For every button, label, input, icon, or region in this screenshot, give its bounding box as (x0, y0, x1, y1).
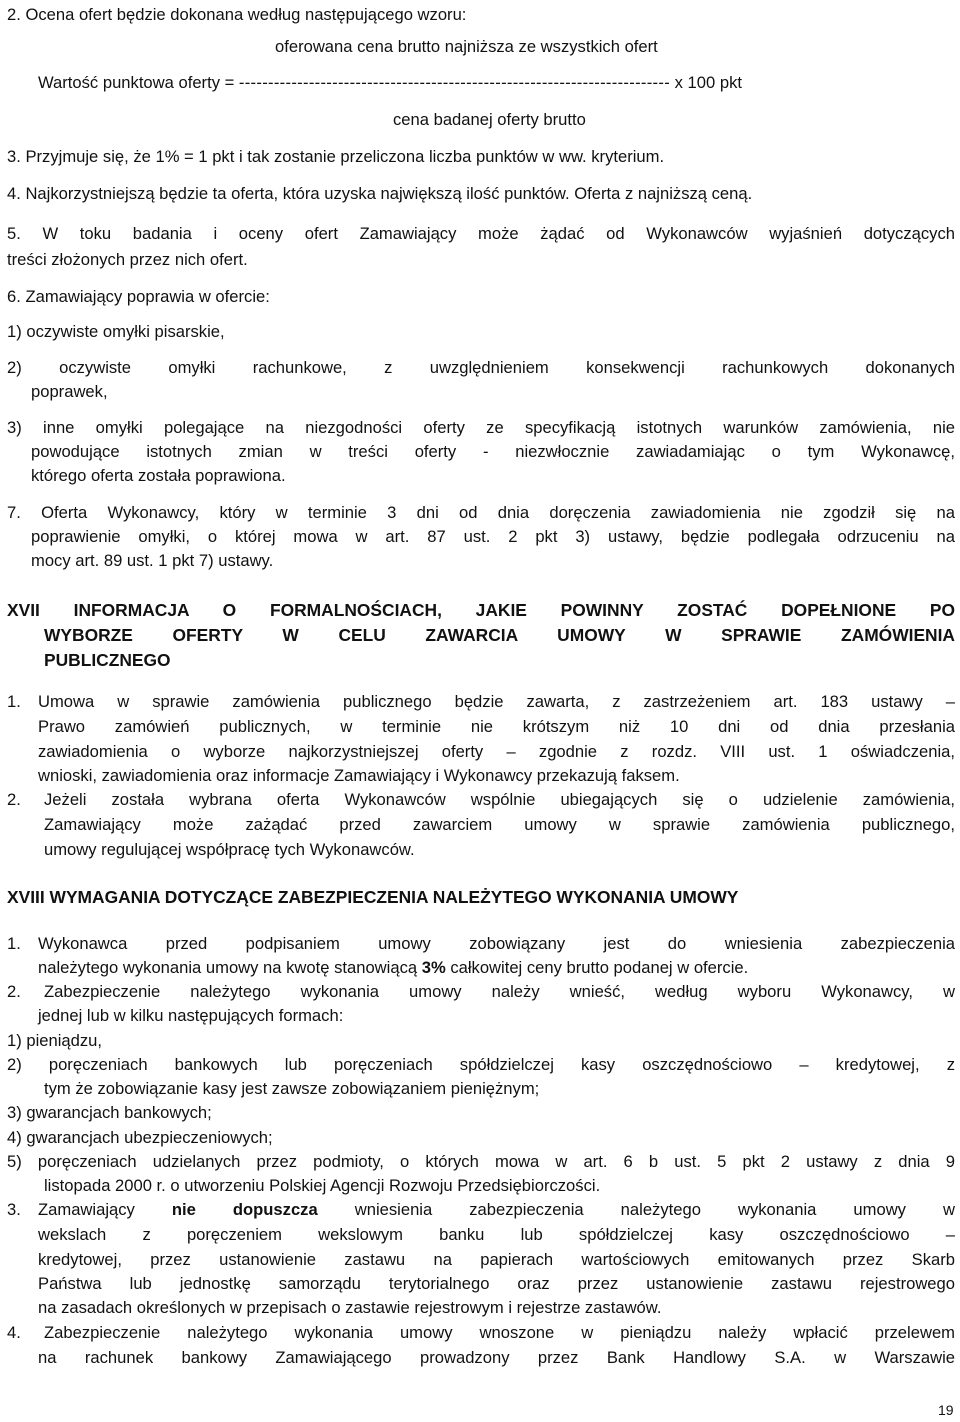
form-3: 3) gwarancjach bankowych; (7, 1103, 212, 1122)
item-6: 6. Zamawiający poprawia w ofercie: (7, 287, 270, 306)
form-5-line1: 5) poręczeniach udzielanych przez podmioty, o których mowa w art. 6 b ust. 5 pkt 2 ustawy z dnia 9 (7, 1152, 955, 1171)
item-3: 3. Przyjmuje się, że 1% = 1 pkt i tak zostanie przeliczona liczba punktów w ww. kryterium. (7, 147, 665, 166)
formula-rhs: x 100 pkt (670, 73, 742, 92)
section-18-heading: XVIII WYMAGANIA DOTYCZĄCE ZABEZPIECZENIA NALEŻYTEGO WYKONANIA UMOWY (7, 887, 739, 907)
section-17-item-1-line1: Umowa w sprawie zamówienia publicznego będzie zawarta, z zastrzeżeniem art. 183 ustawy – (38, 692, 955, 711)
formula-numerator: oferowana cena brutto najniższa ze wszystkich ofert (275, 37, 658, 56)
formula-line (38, 73, 742, 93)
section-18-item-4-number: 4. (7, 1323, 21, 1342)
form-5-line2: listopada 2000 r. o utworzeniu Polskiej Agencji Rozwoju Przedsiębiorczości. (44, 1176, 601, 1195)
form-1: 1) pieniądzu, (7, 1031, 103, 1050)
item-5-line1: 5. W toku badania i oceny ofert Zamawiający może żądać od Wykonawców wyjaśnień dotyczących (7, 224, 955, 243)
item-7-line2: poprawienie omyłki, o której mowa w art. 87 ust. 2 pkt 3) ustawy, będzie podlegała odrzuceniu na (31, 527, 955, 546)
security-percentage: 3% (421, 958, 446, 977)
page-number: 19 (938, 1402, 954, 1418)
section-18-item-1-number: 1. (7, 934, 21, 953)
formula-intro: 2. Ocena ofert będzie dokonana według następującego wzoru: (7, 5, 467, 24)
item-6-3-line2: powodujące istotnych zmian w treści oferty - niezwłocznie zawiadamiając o tym Wykonawcę, (31, 442, 955, 461)
section-17-item-2-line1: Jeżeli została wybrana oferta Wykonawców wspólnie ubiegających się o udzielenie zamówienia, (44, 790, 955, 809)
section-17-item-2-line3: umowy regulującej współpracę tych Wykonawców. (44, 840, 415, 859)
section-17-heading-line2: WYBORZE OFERTY W CELU ZAWARCIA UMOWY W SPRAWIE ZAMÓWIENIA (44, 625, 955, 645)
section-18-item-3-line2: wekslach z poręczeniem wekslowym banku lub spółdzielczej kasy oszczędnościowo – (38, 1225, 955, 1244)
item-6-2-line2: poprawek, (31, 382, 108, 401)
section-17-heading-line3: PUBLICZNEGO (44, 650, 171, 670)
section-18-item-2-line1: Zabezpieczenie należytego wykonania umowy należy wnieść, według wyboru Wykonawcy, w (44, 982, 955, 1001)
item-7-line1: 7. Oferta Wykonawcy, który w terminie 3 dni od dnia doręczenia zawiadomienia nie zgodził się na (7, 503, 955, 522)
section-18-item-1-line2 (38, 958, 748, 978)
form-2-line1: 2) poręczeniach bankowych lub poręczeniach spółdzielczej kasy oszczędnościowo – kredytowej, z (7, 1055, 955, 1074)
item-5-line2: treści złożonych przez nich ofert. (7, 250, 248, 269)
formula-denominator: cena badanej oferty brutto (393, 110, 586, 129)
section-18-item-3-text-b: wniesienia zabezpieczenia należytego wykonania umowy w (317, 1200, 955, 1219)
formula-fraction-bar: -------------------------------------------------------------------------- (238, 73, 671, 92)
section-17-item-1-line3: zawiadomienia o wyborze najkorzystniejszej oferty – zgodnie z rozdz. VIII ust. 1 oświadczenia, (38, 742, 955, 761)
section-18-item-3-text-a: Zamawiający (38, 1200, 172, 1219)
item-6-3-line1: 3) inne omyłki polegające na niezgodności oferty ze specyfikacją istotnych warunków zamówienia, nie (7, 418, 955, 437)
section-18-item-1-line1: Wykonawca przed podpisaniem umowy zobowiązany jest do wniesienia zabezpieczenia (38, 934, 955, 953)
not-allowed-emphasis: nie dopuszcza (171, 1200, 318, 1219)
section-18-item-2-line2: jednej lub w kilku następujących formach: (38, 1006, 344, 1025)
formula-lhs: Wartość punktowa oferty = (38, 73, 239, 92)
section-17-item-1-line2: Prawo zamówień publicznych, w terminie nie krótszym niż 10 dni od dnia przesłania (38, 717, 955, 736)
form-2-line2: tym że zobowiązanie kasy jest zawsze zobowiązaniem pieniężnym; (44, 1079, 540, 1098)
item-6-2-line1: 2) oczywiste omyłki rachunkowe, z uwzględnieniem konsekwencji rachunkowych dokonanych (7, 358, 955, 377)
section-17-item-2-line2: Zamawiający może zażądać przed zawarciem umowy w sprawie zamówienia publicznego, (44, 815, 955, 834)
section-18-item-3-line5: na zasadach określonych w przepisach o zastawie rejestrowym i rejestrze zastawów. (38, 1298, 662, 1317)
section-18-item-3-line1 (38, 1200, 955, 1220)
section-18-item-3-number: 3. (7, 1200, 21, 1219)
item-4: 4. Najkorzystniejszą będzie ta oferta, która uzyska największą ilość punktów. Oferta z najniższą ceną. (7, 184, 753, 203)
section-18-item-3-line4: Państwa lub jednostkę samorządu terytorialnego oraz przez ustanowienie zastawu rejestrowego (38, 1274, 955, 1293)
section-17-heading-line1: XVII INFORMACJA O FORMALNOŚCIACH, JAKIE POWINNY ZOSTAĆ DOPEŁNIONE PO (7, 600, 955, 620)
section-18-item-1-text-b: całkowitej ceny brutto podanej w ofercie. (445, 958, 749, 977)
section-18-item-2-number: 2. (7, 982, 21, 1001)
section-17-item-1-line4: wnioski, zawiadomienia oraz informacje Zamawiający i Wykonawcy przekazują faksem. (38, 766, 680, 785)
section-17-item-2-number: 2. (7, 790, 21, 809)
section-18-item-4-line1: Zabezpieczenie należytego wykonania umowy wnoszone w pieniądzu należy wpłacić przelewem (44, 1323, 955, 1342)
section-17-item-1-number: 1. (7, 692, 21, 711)
item-6-1: 1) oczywiste omyłki pisarskie, (7, 322, 225, 341)
section-18-item-3-line3: kredytowej, przez ustanowienie zastawu na papierach wartościowych emitowanych przez Skarb (38, 1250, 955, 1269)
section-18-item-4-line2: na rachunek bankowy Zamawiającego prowadzony przez Bank Handlowy S.A. w Warszawie (38, 1348, 955, 1367)
section-18-item-1-text-a: należytego wykonania umowy na kwotę stanowiącą (38, 958, 422, 977)
form-4: 4) gwarancjach ubezpieczeniowych; (7, 1128, 273, 1147)
item-6-3-line3: którego oferta została poprawiona. (31, 466, 286, 485)
item-7-line3: mocy art. 89 ust. 1 pkt 7) ustawy. (31, 551, 274, 570)
